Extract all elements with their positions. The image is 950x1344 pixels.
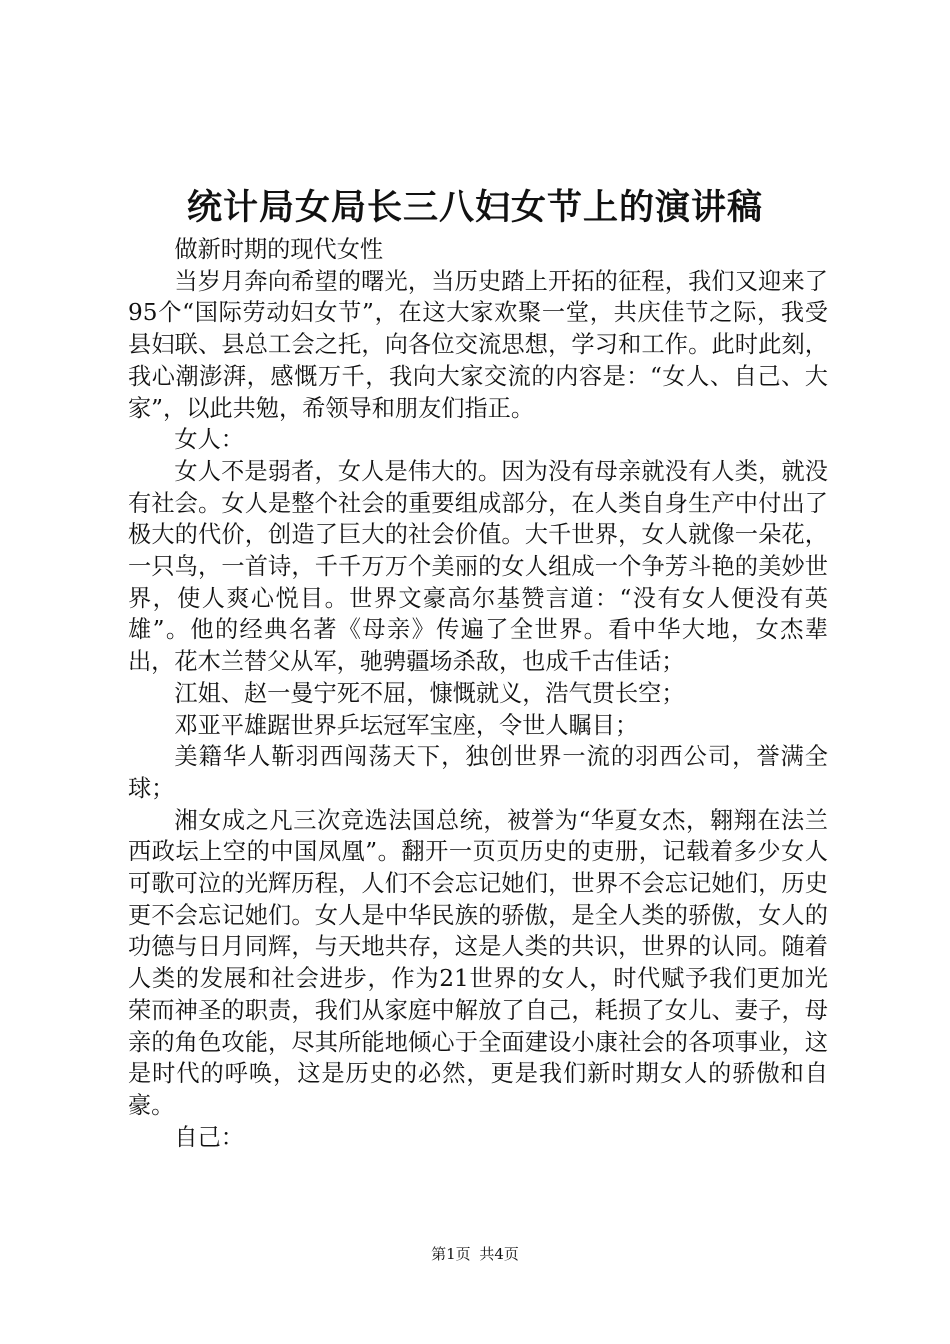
section-heading-self: 自己： xyxy=(174,1123,244,1151)
page-total: 共4页 xyxy=(479,1245,519,1263)
body-paragraph: 当岁月奔向希望的曙光，当历史踏上开拓的征程，我们又迎来了95个“国际劳动妇女节”，在这大家欢聚一堂，共庆佳节之际，我受县妇联、县总工会之托，向各位交流思想，学习和工作。此时此刻，我心潮澎湃，感慨万千，我向大家交流的内容是：“女人、自己、大家”，以此共勉，希领导和朋友们指正。 xyxy=(128,267,828,422)
page-number: 第1页 xyxy=(431,1245,471,1263)
subtitle-paragraph: 做新时期的现代女性 xyxy=(174,236,384,263)
body-paragraph: 湘女成之凡三次竞选法国总统，被誉为“华夏女杰，翱翔在法兰西政坛上空的中国凤凰”。翻开一页页历史的吏册，记载着多少女人可歌可泣的光辉历程，人们不会忘记她们，世界不会忘记她们，历史更不会忘记她们。女人是中华民族的骄傲，是全人类的骄傲，女人的功德与日月同辉，与天地共存，这是人类的共识，世界的认同。随着人类的发展和社会进步，作为21世界的女人，时代赋予我们更加光荣而神圣的职责，我们从家庭中解放了自己，耗损了女儿、妻子，母亲的角色攻能，尽其所能地倾心于全面建设小康社会的各项事业，这是时代的呼唤，这是历史的必然，更是我们新时期女人的骄傲和自豪。 xyxy=(128,806,828,1119)
body-paragraph: 江姐、赵一曼宁死不屈，慷慨就义，浩气贯长空； xyxy=(174,679,685,707)
page-footer xyxy=(0,1244,950,1264)
document-title: 统计局女局长三八妇女节上的演讲稿 xyxy=(186,187,763,228)
document-body xyxy=(128,234,828,1153)
body-paragraph: 美籍华人靳羽西闯荡天下，独创世界一流的羽西公司，誉满全球； xyxy=(128,743,828,802)
body-paragraph: 女人不是弱者，女人是伟大的。因为没有母亲就没有人类，就没有社会。女人是整个社会的重要组成部分，在人类自身生产中付出了极大的代价，创造了巨大的社会价值。大千世界，女人就像一朵花，一只鸟，一首诗，千千万万个美丽的女人组成一个争芳斗艳的美妙世界，使人爽心悦目。世界文豪高尔基赞言道：“没有女人便没有英雄”。他的经典名著《母亲》传遍了全世界。看中华大地，女杰辈出，花木兰替父从军，驰骋疆场杀敌，也成千古佳话； xyxy=(128,457,828,676)
section-heading-women: 女人： xyxy=(174,426,244,454)
body-paragraph: 邓亚平雄踞世界乒坛冠军宝座，令世人瞩目； xyxy=(174,711,639,739)
